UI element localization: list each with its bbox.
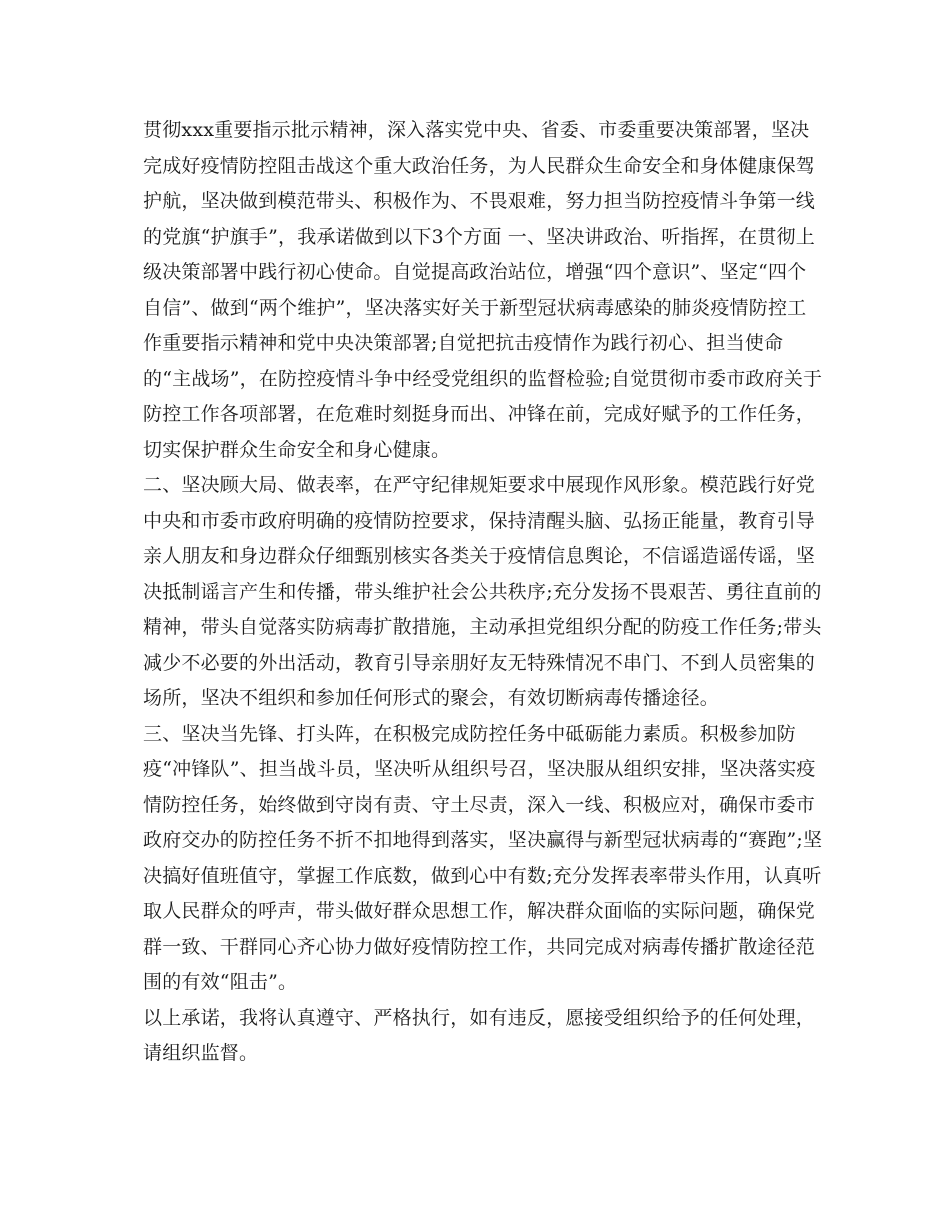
document-body — [143, 113, 823, 1072]
paragraph-section-two: 二、坚决顾大局、做表率，在严守纪律规矩要求中展现作风形象。模范践行好党中央和市委市政府明确的疫情防控要求，保持清醒头脑、弘扬正能量，教育引导亲人朋友和身边群众仔细甄别核实各类关于疫情信息舆论，不信谣造谣传谣，坚决抵制谣言产生和传播，带头维护社会公共秩序;充分发扬不畏艰苦、勇往直前的精神，带头自觉落实防病毒扩散措施，主动承担党组织分配的防疫工作任务;带头减少不必要的外出活动，教育引导亲朋好友无特殊情况不串门、不到人员密集的场所，坚决不组织和参加任何形式的聚会，有效切断病毒传播途径。 — [143, 474, 822, 709]
paragraph-commitment-intro: 贯彻xxx重要指示批示精神，深入落实党中央、省委、市委重要决策部署，坚决完成好疫情防控阻击战这个重大政治任务，为人民群众生命安全和身体健康保驾护航，坚决做到模范带头、积极作为、不畏艰难，努力担当防控疫情斗争第一线的党旗“护旗手”，我承诺做到以下3个方面 一、坚决讲政治、听指挥，在贯彻上级决策部署中践行初心使命。自觉提高政治站位，增强“四个意识”、坚定“四个自信”、做到“两个维护”，坚决落实好关于新型冠状病毒感染的肺炎疫情防控工作重要指示精神和党中央决策部署;自觉把抗击疫情作为践行初心、担当使命的“主战场”，在防控疫情斗争中经受党组织的监督检验;自觉贯彻市委市政府关于防控工作各项部署，在危难时刻挺身而出、冲锋在前，完成好赋予的工作任务，切实保护群众生命安全和身心健康。 — [143, 119, 823, 461]
paragraph-section-three: 三、坚决当先锋、打头阵，在积极完成防控任务中砥砺能力素质。积极参加防疫“冲锋队”、担当战斗员，坚决听从组织号召，坚决服从组织安排，坚决落实疫情防控任务，始终做到守岗有责、守土尽责，深入一线、积极应对，确保市委市政府交办的防控任务不折不扣地得到落实，坚决赢得与新型冠状病毒的“赛跑”;坚决搞好值班值守，掌握工作底数，做到心中有数;充分发挥表率带头作用，认真听取人民群众的呼声，带头做好群众思想工作，解决群众面临的实际问题，确保党群一致、干群同心齐心协力做好疫情防控工作，共同完成对病毒传播扩散途径范围的有效“阻击”。 — [143, 722, 823, 993]
paragraph-closing: 以上承诺，我将认真遵守、严格执行，如有违反，愿接受组织给予的任何处理，请组织监督。 — [143, 1006, 816, 1064]
